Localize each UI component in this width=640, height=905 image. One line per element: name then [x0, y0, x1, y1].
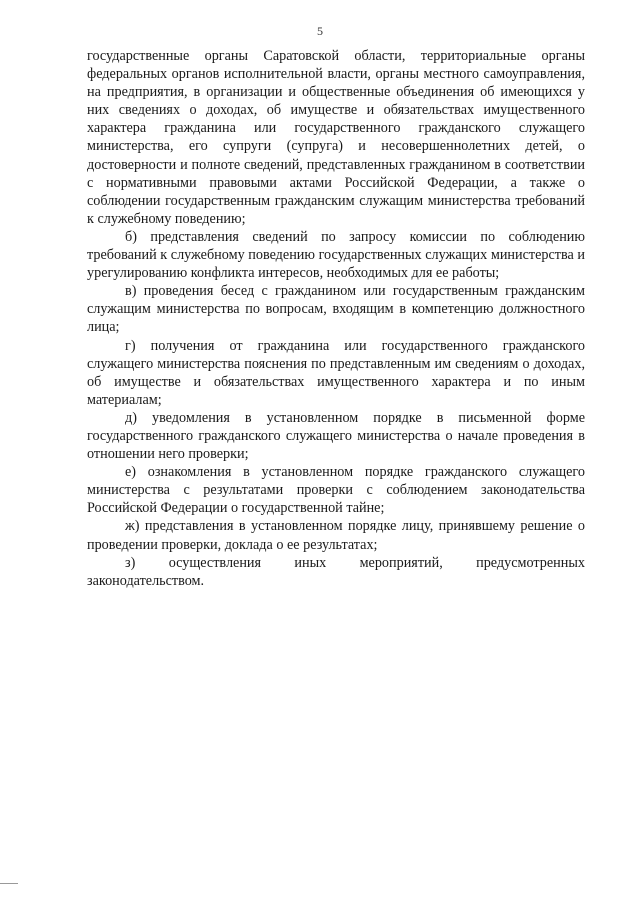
item-z-word: мероприятий,	[359, 554, 443, 571]
paragraph-item-zh: ж) представления в установленном порядке лицу, принявшему решение о проведении проверки, доклада о ее результатах;	[87, 518, 585, 553]
paragraph-item-e: е) ознакомления в установленном порядке гражданского служащего министерства с результатами проверки с соблюдением законодательства Российской Федерации о государственной тайне;	[87, 464, 585, 517]
item-z-first-line	[87, 554, 585, 572]
item-z-last-line: законодательством.	[87, 572, 205, 589]
item-z-word: з)	[125, 554, 136, 571]
scan-edge-mark	[0, 883, 18, 884]
paragraph-item-g: г) получения от гражданина или государственного гражданского служащего министерства пояснения по представленным им сведениям о доходах, об имуществе и обязательствах имущественного характера и по иным материалам;	[87, 337, 585, 408]
item-z-word: иных	[294, 554, 327, 571]
item-z-word: предусмотренных	[476, 554, 585, 571]
paragraph-item-b: б) представления сведений по запросу комиссии по соблюдению требований к служебному поведению государственных служащих министерства и урегулированию конфликта интересов, необходимых для ее работы;	[87, 228, 585, 282]
paragraph-item-v: в) проведения бесед с гражданином или государственным гражданским служащим министерства по вопросам, входящим в компетенцию должностного лица;	[87, 283, 585, 336]
paragraph-item-z	[87, 554, 585, 590]
page-number: 5	[317, 24, 323, 38]
item-z-word: осуществления	[168, 554, 262, 571]
paragraph-continuation: государственные органы Саратовской области, территориальные органы федеральных органов исполнительной власти, органы местного самоуправления, на предприятия, в организации и общественные объединения об имеющихся у них сведениях о доходах, об имуществе и обязательствах имущественного характера гражданина или государственного гражданского служащего министерства, его супруги (супруга) и несовершеннолетних детей, о достоверности и полноте сведений, представленных гражданином в соответствии с нормативными правовыми актами Российской Федерации, а также о соблюдении государственным гражданским служащим министерства требований к служебному поведению;	[87, 48, 585, 227]
document-body	[87, 47, 585, 590]
paragraph-item-d: д) уведомления в установленном порядке в письменной форме государственного гражданского служащего министерства о начале проведения в отношении него проверки;	[87, 409, 585, 463]
